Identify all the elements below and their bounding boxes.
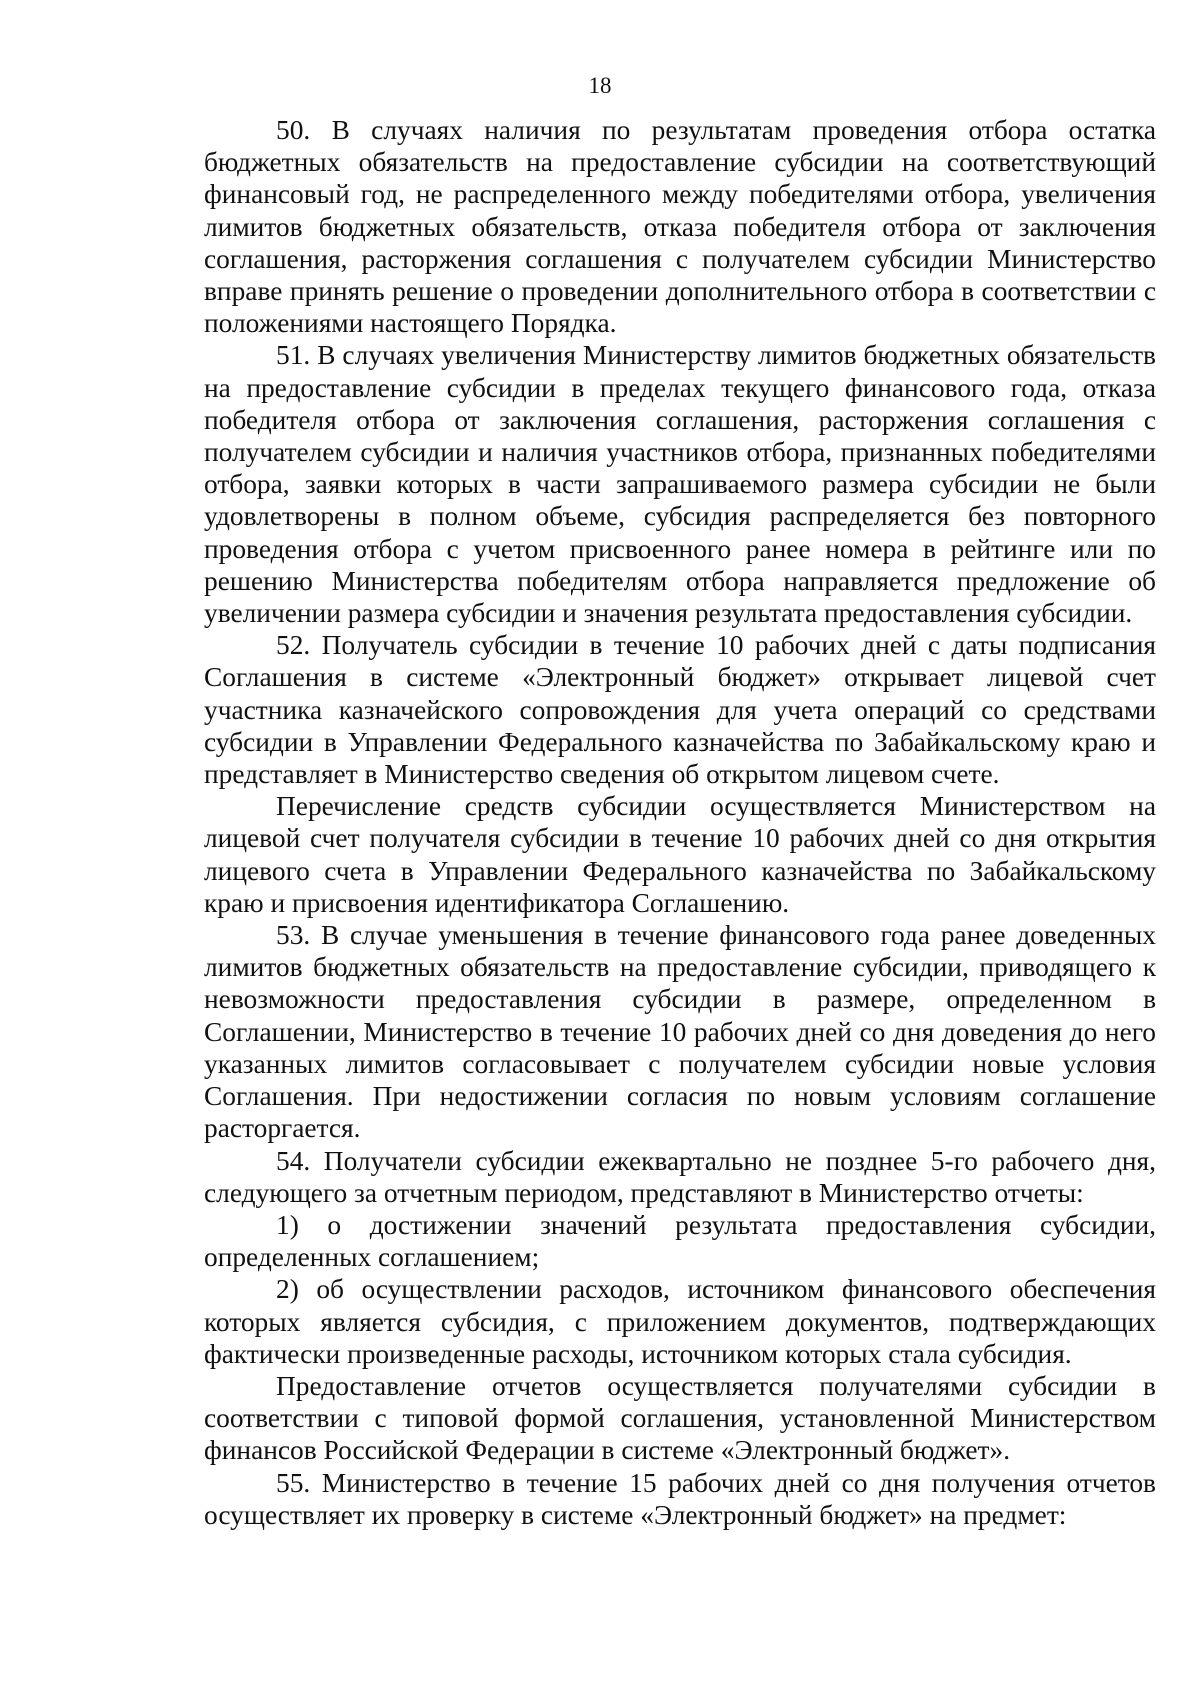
document-body <box>204 114 1156 1531</box>
paragraph-53: 53. В случае уменьшения в течение финансового года ранее доведенных лимитов бюджетных обязательств на предоставление субсидии, приводящего к невозможности предоставления субсидии в размере, определенном в Соглашении, Министерство в течение 10 рабочих дней со дня доведения до него указанных лимитов согласовывает с получателем субсидии новые условия Соглашения. При недостижении согласия по новым условиям соглашение расторгается. <box>204 920 1156 1144</box>
paragraph-52: 52. Получатель субсидии в течение 10 рабочих дней с даты подписания Соглашения в системе «Электронный бюджет» открывает лицевой счет участника казначейского сопровождения для учета операций со средствами субсидии в Управлении Федерального казначейства по Забайкальскому краю и представляет в Министерство сведения об открытом лицевом счете. <box>204 630 1156 790</box>
paragraph-54: 54. Получатели субсидии ежеквартально не позднее 5-го рабочего дня, следующего за отчетным периодом, представляют в Министерство отчеты: <box>204 1145 1156 1208</box>
paragraph-54-reports: Предоставление отчетов осуществляется получателями субсидии в соответствии с типовой формой соглашения, установленной Министерством финансов Российской Федерации в системе «Электронный бюджет». <box>204 1370 1156 1466</box>
paragraph-52-transfer: Перечисление средств субсидии осуществляется Министерством на лицевой счет получателя субсидии в течение 10 рабочих дней со дня открытия лицевого счета в Управлении Федерального казначейства по Забайкальскому краю и присвоения идентификатора Соглашению. <box>204 791 1156 918</box>
paragraph-50: 50. В случаях наличия по результатам проведения отбора остатка бюджетных обязательств на предоставление субсидии на соответствующий финансовый год, не распределенного между победителями отбора, увеличения лимитов бюджетных обязательств, отказа победителя отбора от заключения соглашения, расторжения соглашения с получателем субсидии Министерство вправе принять решение о проведении дополнительного отбора в соответствии с положениями настоящего Порядка. <box>204 115 1156 339</box>
paragraph-54-item-2: 2) об осуществлении расходов, источником финансового обеспечения которых является субсидия, с приложением документов, подтверждающих фактически произведенные расходы, источником которых стала субсидия. <box>204 1274 1156 1369</box>
paragraph-51: 51. В случаях увеличения Министерству лимитов бюджетных обязательств на предоставление субсидии в пределах текущего финансового года, отказа победителя отбора от заключения соглашения, расторжения соглашения с получателем субсидии и наличия участников отбора, признанных победителями отбора, заявки которых в части запрашиваемого размера субсидии не были удовлетворены в полном объеме, субсидия распределяется без повторного проведения отбора с учетом присвоенного ранее номера в рейтинге или по решению Министерства победителям отбора направляется предложение об увеличении размера субсидии и значения результата предоставления субсидии. <box>204 340 1156 629</box>
page-number: 18 <box>588 73 612 98</box>
paragraph-55: 55. Министерство в течение 15 рабочих дней со дня получения отчетов осуществляет их проверку в системе «Электронный бюджет» на предмет: <box>204 1467 1156 1530</box>
paragraph-54-item-1: 1) о достижении значений результата предоставления субсидии, определенных соглашением; <box>204 1209 1156 1273</box>
